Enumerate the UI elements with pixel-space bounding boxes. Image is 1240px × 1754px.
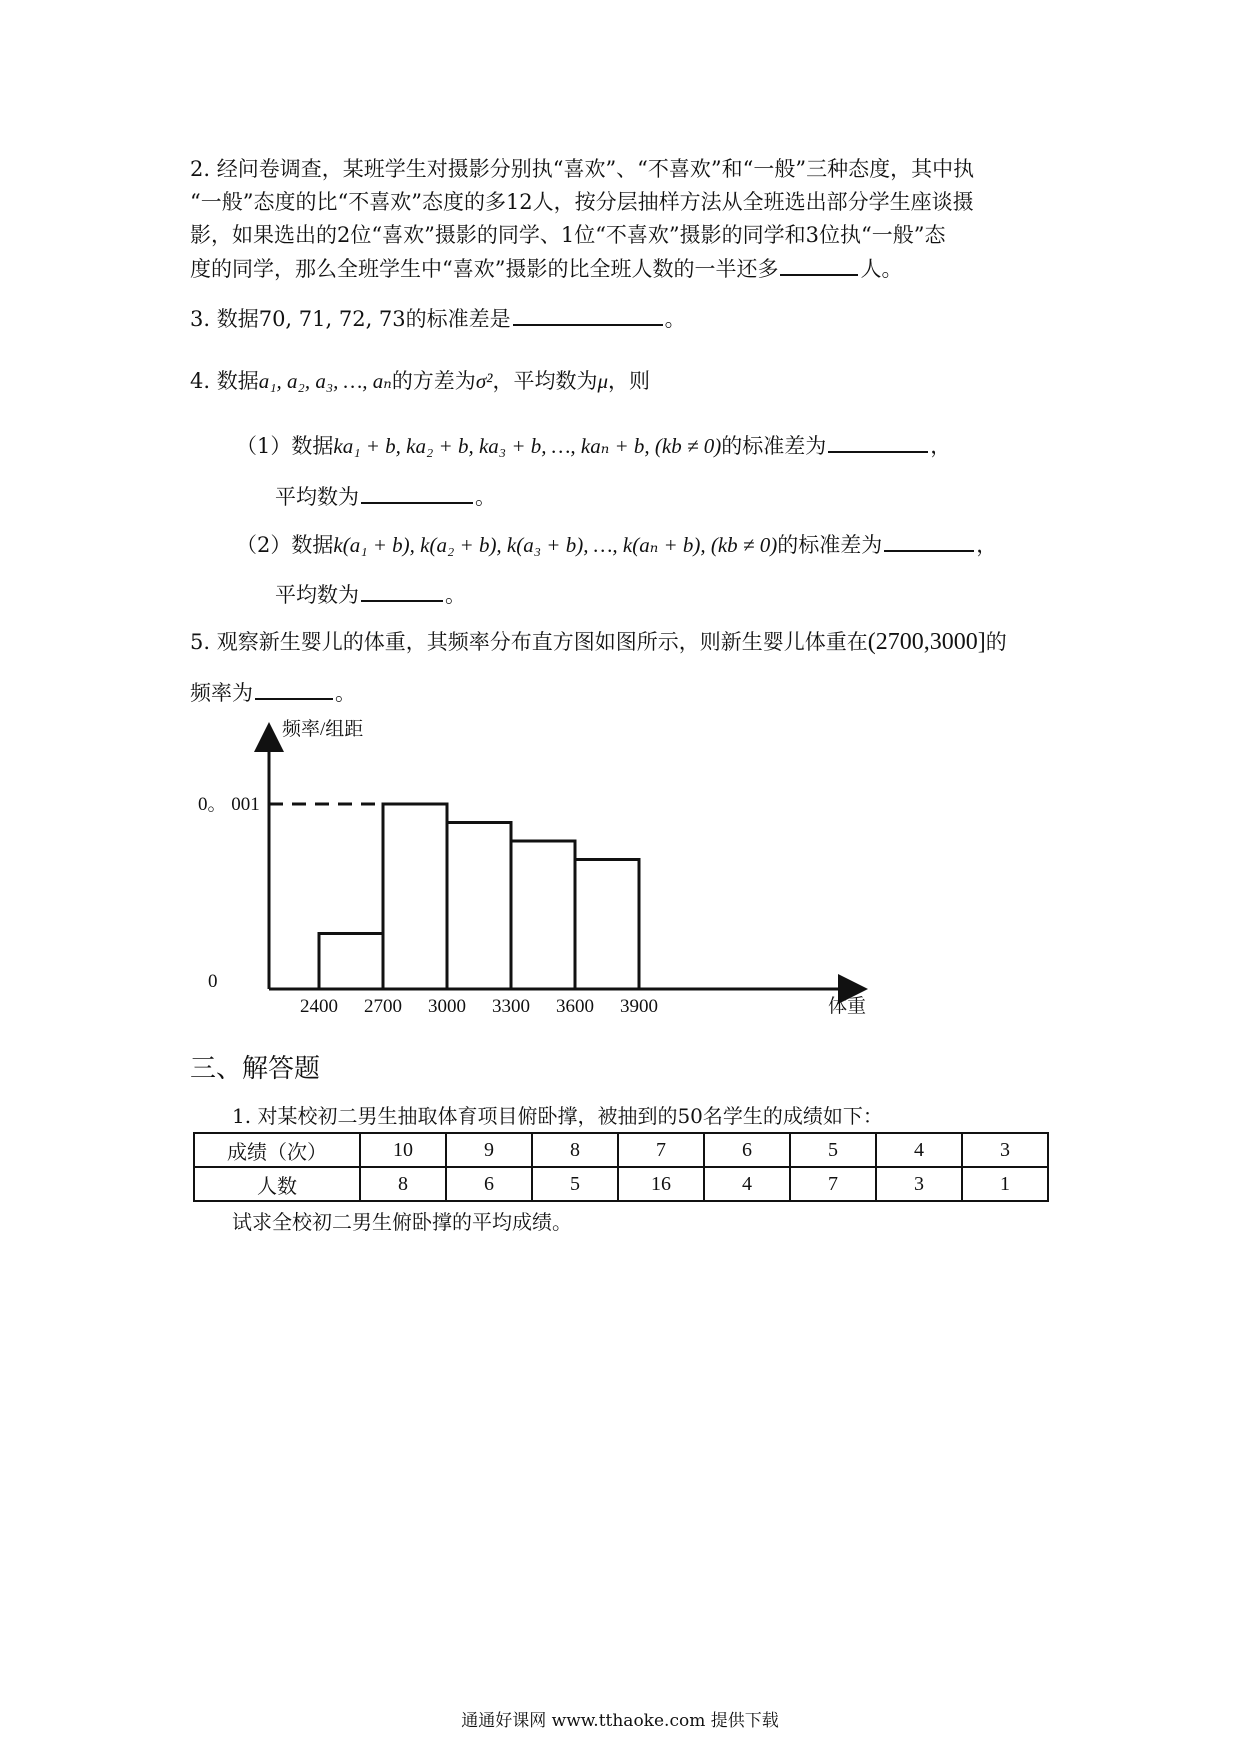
histogram-chart [180,715,900,1025]
q4-sequence: a₁, a₂, a₃, …, aₙ [258,369,392,393]
q4-part2-mean-blank[interactable] [361,578,443,602]
q4-sigma: σ² [475,369,493,393]
histogram-bar [383,804,447,989]
q4-part1-mean-blank[interactable] [361,480,473,504]
q4-lead: 4. 数据 [190,369,259,393]
x-tick-label: 2400 [300,996,338,1017]
q4-mid2: ，平均数为 [492,369,598,393]
q4-part1-std-blank[interactable] [828,429,928,453]
answer-q1-text: 1. 对某校初二男生抽取体育项目俯卧撑，被抽到的50名学生的成绩如下： [232,1104,883,1128]
table-cell: 3 [876,1167,962,1201]
q4-part1-line [236,429,951,462]
q3-end: 。 [664,307,686,331]
q3-text: 3. 数据70, 71, 72, 73的标准差是 [190,307,511,331]
table-cell: 10 [360,1133,446,1167]
table-cell: 16 [618,1167,704,1201]
q4-part2-mean-label: 平均数为 [275,583,359,607]
q4-line [190,365,650,397]
q4-part1-expr: ka₁ + b, ka₂ + b, ka₃ + b, …, kaₙ + b, (kb ≠ 0) [333,434,722,458]
q5-interval: (2700,3000] [867,629,986,655]
table-row [194,1133,1048,1167]
histogram-bar [447,823,511,990]
q4-part1-end: 。 [475,485,496,509]
q3-answer-blank[interactable] [513,302,663,326]
table-cell: 1 [962,1167,1048,1201]
x-tick-label: 3300 [492,996,530,1017]
q5-answer-blank[interactable] [255,676,333,700]
y-tick-label-0: 0 [208,971,218,992]
q4-end: ，则 [608,369,651,393]
q4-part1-mean-label: 平均数为 [275,485,359,509]
table-cell: 6 [704,1133,790,1167]
q4-part1-comma: ， [930,434,952,458]
q4-part1-tail: 的标准差为 [721,434,827,458]
table-cell-label: 人数 [194,1167,360,1201]
q4-part2-tail: 的标准差为 [777,533,883,557]
q5-line1-text: 5. 观察新生婴儿的体重，其频率分布直方图如图所示，则新生婴儿体重在 [190,630,868,654]
q4-part2-end: 。 [445,583,466,607]
table-cell: 9 [446,1133,532,1167]
table-cell: 5 [532,1167,618,1201]
x-axis-label: 体重 [828,996,867,1017]
y-axis-label: 频率/组距 [282,719,364,740]
q5-line1-end: 的 [985,630,1007,654]
table-cell-label: 成绩（次） [194,1133,360,1167]
q4-part2-line [236,528,997,561]
answer-q1-question: 试求全校初二男生俯卧撑的平均成绩。 [232,1210,572,1234]
q2-answer-blank[interactable] [780,252,858,276]
q4-part2-std-blank[interactable] [884,528,974,552]
table-cell: 7 [790,1167,876,1201]
q4-mu: μ [597,369,609,393]
histogram-bar [319,934,383,990]
q5-line2-end: 。 [335,681,356,705]
q5-line2-text: 频率为 [190,681,253,705]
table-cell: 8 [360,1167,446,1201]
x-tick-label: 2700 [364,996,402,1017]
table-cell: 4 [704,1167,790,1201]
q4-part2-comma: ， [976,533,998,557]
q2-line4 [190,252,902,285]
q4-part2-expr: k(a₁ + b), k(a₂ + b), k(a₃ + b), …, k(aₙ + b), (kb ≠ 0) [333,533,778,557]
footer: 通通好课网 www.tthaoke.com 提供下载 [461,1711,779,1731]
q5-line1 [190,626,1007,658]
histogram-bar [575,860,639,990]
q2-line1: 2. 经问卷调查，某班学生对摄影分别执“喜欢”、“不喜欢”和“一般”三种态度，其中执 [190,157,975,181]
table-cell: 5 [790,1133,876,1167]
q4-mid: 的方差为 [391,369,476,393]
q4-part1-mean-line [275,480,496,513]
q5-line2 [190,676,356,709]
x-tick-label: 3900 [620,996,658,1017]
q4-part2-lead: （2）数据 [236,533,334,557]
table-row [194,1167,1048,1201]
q3-line [190,302,686,335]
q2-line4-end: 人。 [860,257,903,281]
q4-part1-lead: （1）数据 [236,434,334,458]
section-title: 三、解答题 [190,1054,321,1084]
q4-part2-mean-line [275,578,466,611]
y-tick-label-001: 0。 001 [198,794,260,815]
q2-line2: “一般”态度的比“不喜欢”态度的多12人，按分层抽样方法从全班选出部分学生座谈摄 [190,190,974,214]
histogram-bar [511,841,575,989]
x-tick-label: 3000 [428,996,466,1017]
table-cell: 7 [618,1133,704,1167]
x-tick-label: 3600 [556,996,594,1017]
table-cell: 8 [532,1133,618,1167]
scores-table [193,1132,1049,1202]
table-cell: 6 [446,1167,532,1201]
q2-line4-text: 度的同学，那么全班学生中“喜欢”摄影的比全班人数的一半还多 [190,257,779,281]
table-cell: 3 [962,1133,1048,1167]
q2-line3: 影，如果选出的2位“喜欢”摄影的同学、1位“不喜欢”摄影的同学和3位执“一般”态 [190,223,946,247]
table-cell: 4 [876,1133,962,1167]
